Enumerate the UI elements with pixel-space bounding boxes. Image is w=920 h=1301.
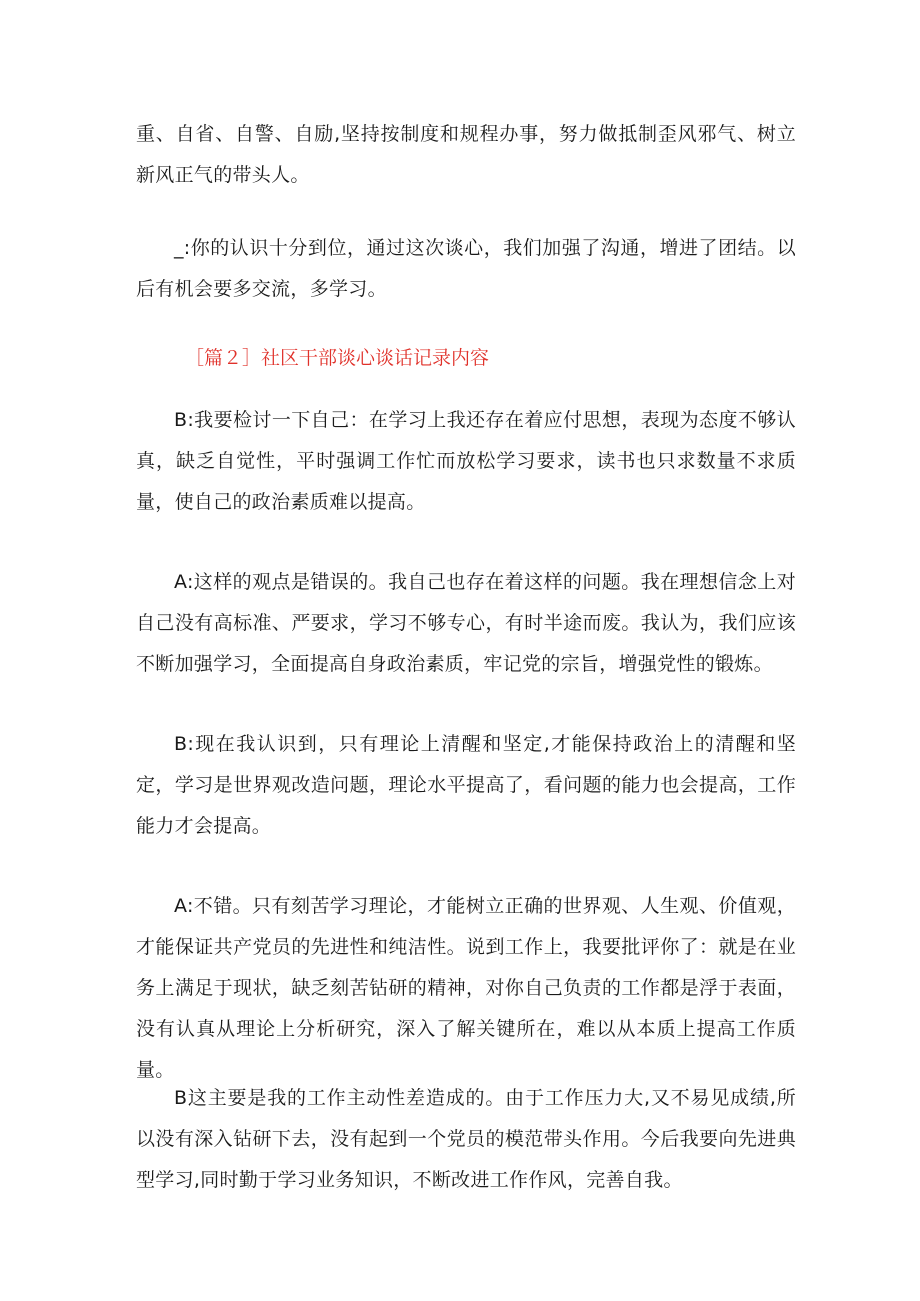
paragraph-a-1: A:这样的观点是错误的。我自己也存在着这样的问题。我在理想信念上对自己没有高标准、严要求，学习不够专心，有时半途而废。我认为，我们应该不断加强学习，全面提高自身政治素质，牢记党的宗旨，增强党性的锻炼。	[136, 571, 796, 675]
paragraph-b-3: B这主要是我的工作主动性差造成的。由于工作压力大,又不易见成绩,所以没有深入钻研下去，没有起到一个党员的模范带头作用。今后我要向先进典型学习,同时勤于学习业务知识，不断改进工作作风，完善自我。	[136, 1087, 796, 1191]
paragraph-a-2: A:不错。只有刻苦学习理论，才能树立正确的世界观、人生观、价值观，才能保证共产党员的先进性和纯洁性。说到工作上，我要批评你了：就是在业务上满足于现状，缺乏刻苦钻研的精神，对你自己负责的工作都是浮于表面，没有认真从理论上分析研究，深入了解关键所在，难以从本质上提高工作质量。	[136, 895, 796, 1081]
paragraph-reply: _:你的认识十分到位，通过这次谈心，我们加强了沟通，增进了团结。以后有机会要多交流，多学习。	[136, 237, 796, 300]
paragraph-b-2: B:现在我认识到，只有理论上清醒和坚定,才能保持政治上的清醒和坚定，学习是世界观改造问题，理论水平提高了，看问题的能力也会提高，工作能力才会提高。	[136, 733, 796, 837]
paragraph-continuation: 重、自省、自警、自励,坚持按制度和规程办事，努力做抵制歪风邪气、树立新风正气的带头人。	[136, 123, 796, 186]
section-heading: ［篇２］社区干部谈心谈话记录内容	[185, 347, 490, 369]
paragraph-b-1: B:我要检讨一下自己：在学习上我还存在着应付思想，表现为态度不够认真，缺乏自觉性，平时强调工作忙而放松学习要求，读书也只求数量不求质量，使自己的政治素质难以提高。	[136, 409, 796, 513]
